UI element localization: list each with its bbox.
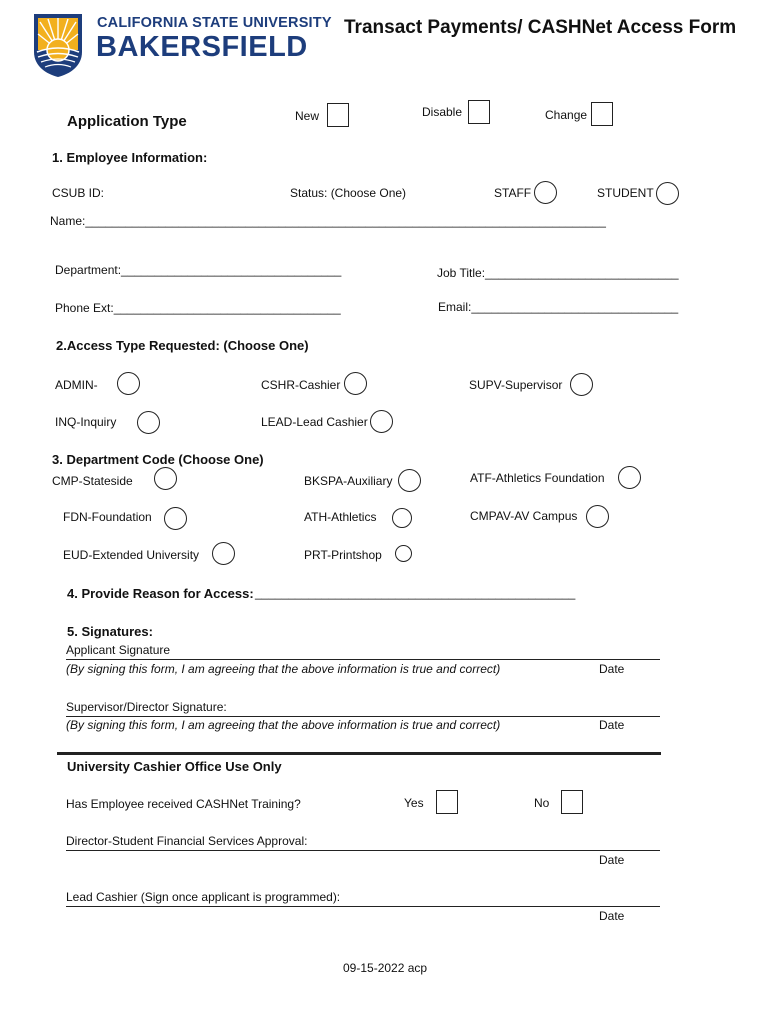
director-date-label: Date [599,853,625,867]
ath-label: ATH-Athletics [304,510,377,524]
fdn-radio[interactable] [164,507,187,530]
staff-label: STAFF [494,186,532,200]
applicant-date-label: Date [599,662,625,676]
disable-label: Disable [422,105,463,119]
applicant-signature-line[interactable] [66,659,660,660]
director-approval-line[interactable] [66,850,660,851]
admin-radio[interactable] [117,372,140,395]
atf-radio[interactable] [618,466,641,489]
logo-line-1: CALIFORNIA STATE UNIVERSITY [97,15,332,31]
supervisor-note: (By signing this form, I am agreeing that the above information is true and correct) [66,718,501,732]
new-label: New [295,109,320,123]
no-checkbox[interactable] [561,790,583,814]
department-code-heading: 3. Department Code (Choose One) [52,452,264,467]
email-field[interactable]: Email:_______________________________ [438,300,679,314]
reason-label: 4. Provide Reason for Access: [67,586,254,601]
reason-field[interactable]: ________________________________________________ [255,586,576,600]
prt-label: PRT-Printshop [304,548,382,562]
change-checkbox[interactable] [591,102,613,126]
student-radio[interactable] [656,182,679,205]
admin-label: ADMIN- [55,378,98,392]
name-field[interactable]: Name:______________________________________________________________________________ [50,214,606,228]
employee-info-heading: 1. Employee Information: [52,150,208,165]
new-checkbox[interactable] [327,103,349,127]
inq-label: INQ-Inquiry [55,415,117,429]
logo-line-2: BAKERSFIELD [96,31,308,63]
status-label: Status: (Choose One) [290,186,407,200]
supv-radio[interactable] [570,373,593,396]
no-label: No [534,796,550,810]
office-use-heading: University Cashier Office Use Only [67,759,282,774]
eud-radio[interactable] [212,542,235,565]
bkspa-label: BKSPA-Auxiliary [304,474,393,488]
student-label: STUDENT [597,186,654,200]
supervisor-date-label: Date [599,718,625,732]
director-approval-label: Director-Student Financial Services Approval: [66,834,308,848]
applicant-signature-label: Applicant Signature [66,643,171,657]
lead-cashier-date-label: Date [599,909,625,923]
footer-code: 09-15-2022 acp [343,961,428,975]
change-label: Change [545,108,588,122]
supervisor-signature-label: Supervisor/Director Signature: [66,700,227,714]
supervisor-signature-line[interactable] [66,716,660,717]
supv-label: SUPV-Supervisor [469,378,563,392]
cshr-label: CSHR-Cashier [261,378,341,392]
yes-label: Yes [404,796,424,810]
cmp-radio[interactable] [154,467,177,490]
sun-shield-icon [32,12,84,78]
yes-checkbox[interactable] [436,790,458,814]
form-title: Transact Payments/ CASHNet Access Form [344,17,737,38]
job-title-field[interactable]: Job Title:_____________________________ [437,266,679,280]
signatures-heading: 5. Signatures: [67,624,153,639]
department-field[interactable]: Department:_________________________________ [55,263,342,277]
lead-radio[interactable] [370,410,393,433]
disable-checkbox[interactable] [468,100,490,124]
phone-ext-field[interactable]: Phone Ext:__________________________________ [55,301,341,315]
cmpav-label: CMPAV-AV Campus [470,509,578,523]
lead-cashier-label: Lead Cashier (Sign once applicant is programmed): [66,890,341,904]
bkspa-radio[interactable] [398,469,421,492]
prt-radio[interactable] [395,545,412,562]
office-divider [57,752,661,755]
atf-label: ATF-Athletics Foundation [470,471,605,485]
application-type-label: Application Type [67,113,187,130]
fdn-label: FDN-Foundation [63,510,152,524]
access-type-heading: 2.Access Type Requested: (Choose One) [56,338,309,353]
training-question: Has Employee received CASHNet Training? [66,797,301,811]
csub-id-label: CSUB ID: [52,186,105,200]
inq-radio[interactable] [137,411,160,434]
ath-radio[interactable] [392,508,412,528]
lead-cashier-line[interactable] [66,906,660,907]
cmp-label: CMP-Stateside [52,474,133,488]
lead-label: LEAD-Lead Cashier [261,415,368,429]
eud-label: EUD-Extended University [63,548,200,562]
applicant-note: (By signing this form, I am agreeing that the above information is true and correct) [66,662,501,676]
cshr-radio[interactable] [344,372,367,395]
cmpav-radio[interactable] [586,505,609,528]
staff-radio[interactable] [534,181,557,204]
